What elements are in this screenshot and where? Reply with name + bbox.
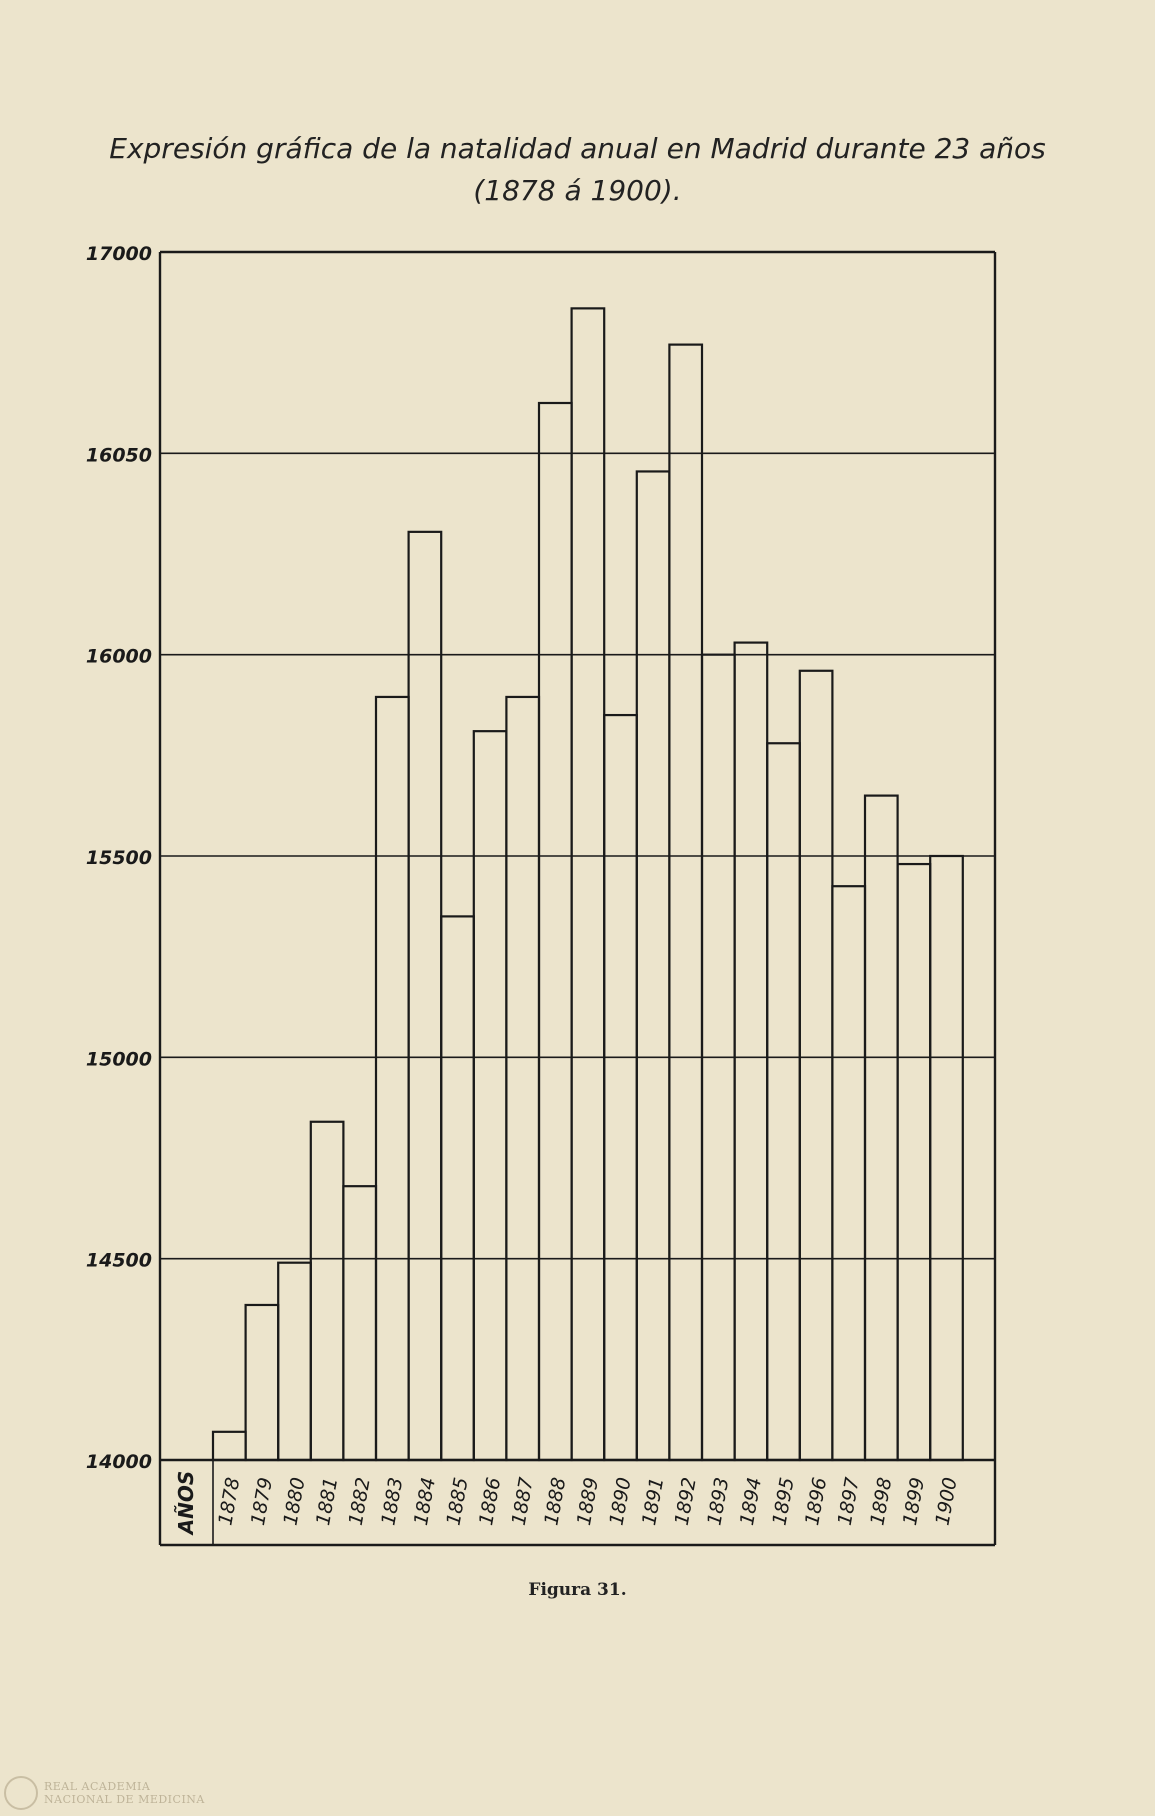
x-tick-label-1882: 1882: [344, 1475, 375, 1528]
chart-title: Expresión gráfica de la natalidad anual en Madrid durante 23 años: [109, 132, 1046, 165]
y-tick-label: 15000: [85, 1048, 152, 1071]
y-tick-label: 14000: [85, 1451, 152, 1473]
bar-1884: [409, 532, 442, 1460]
x-tick-label-1899: 1899: [898, 1475, 930, 1528]
x-tick-label-1880: 1880: [279, 1475, 310, 1528]
figure-caption: Figura 31.: [528, 1580, 627, 1600]
x-tick-label-1897: 1897: [833, 1475, 864, 1528]
y-tick-label: 16050: [85, 444, 152, 467]
x-tick-label-1884: 1884: [409, 1475, 441, 1528]
bar-1892: [669, 345, 702, 1460]
bar-1880: [278, 1263, 311, 1460]
x-tick-label-1879: 1879: [246, 1475, 278, 1528]
watermark: [4, 1776, 205, 1810]
watermark-line-2: NACIONAL DE MEDICINA: [44, 1793, 205, 1806]
bar-1885: [441, 916, 474, 1460]
x-tick-label-1892: 1892: [670, 1475, 701, 1528]
bar-1899: [898, 864, 931, 1460]
x-tick-label-1888: 1888: [540, 1475, 571, 1528]
bar-1890: [604, 715, 637, 1460]
bar-1894: [735, 643, 768, 1460]
x-tick-label-1878: 1878: [214, 1475, 245, 1528]
y-tick-label: 14500: [85, 1249, 152, 1272]
x-tick-label-1885: 1885: [442, 1475, 473, 1528]
bar-1897: [832, 886, 865, 1460]
x-tick-label-1889: 1889: [572, 1475, 604, 1528]
plot-frame: [160, 252, 995, 1545]
x-tick-label-1883: 1883: [377, 1475, 408, 1528]
x-tick-label-1898: 1898: [866, 1475, 897, 1528]
chart-subtitle: (1878 á 1900).: [473, 174, 682, 207]
x-tick-label-1895: 1895: [768, 1475, 799, 1528]
y-tick-labels: [86, 243, 152, 1473]
bar-1886: [474, 731, 507, 1460]
bar-1882: [343, 1186, 376, 1460]
x-tick-label-1881: 1881: [312, 1475, 343, 1528]
bar-1900: [930, 856, 963, 1460]
academy-seal-icon: [4, 1776, 38, 1810]
y-tick-label: 16000: [85, 645, 152, 668]
x-tick-label-1886: 1886: [475, 1475, 506, 1528]
bar-1891: [637, 471, 670, 1460]
x-tick-label-1887: 1887: [507, 1475, 538, 1528]
bar-1879: [246, 1305, 279, 1460]
bars: [213, 308, 963, 1460]
x-tick-label-1900: 1900: [931, 1475, 962, 1528]
bar-1887: [506, 697, 539, 1460]
watermark-line-1: REAL ACADEMIA: [44, 1780, 151, 1793]
bar-1883: [376, 697, 409, 1460]
bar-1895: [767, 743, 800, 1460]
x-axis-label: AÑOS: [174, 1470, 198, 1535]
watermark-text: [44, 1780, 205, 1806]
x-tick-label-1894: 1894: [735, 1475, 767, 1528]
bar-1889: [572, 308, 605, 1460]
y-tick-label: 17000: [85, 243, 152, 265]
y-tick-label: 15500: [85, 847, 152, 869]
x-tick-labels: [174, 1471, 962, 1537]
bar-1878: [213, 1432, 246, 1460]
x-tick-label-1896: 1896: [801, 1475, 832, 1528]
bar-1896: [800, 671, 833, 1460]
x-tick-label-1893: 1893: [703, 1475, 734, 1528]
bar-1888: [539, 403, 572, 1460]
bar-1881: [311, 1122, 344, 1460]
x-tick-label-1890: 1890: [605, 1475, 636, 1528]
x-tick-label-1891: 1891: [638, 1475, 669, 1528]
bar-1898: [865, 796, 898, 1460]
grid-lines: [160, 252, 995, 1460]
